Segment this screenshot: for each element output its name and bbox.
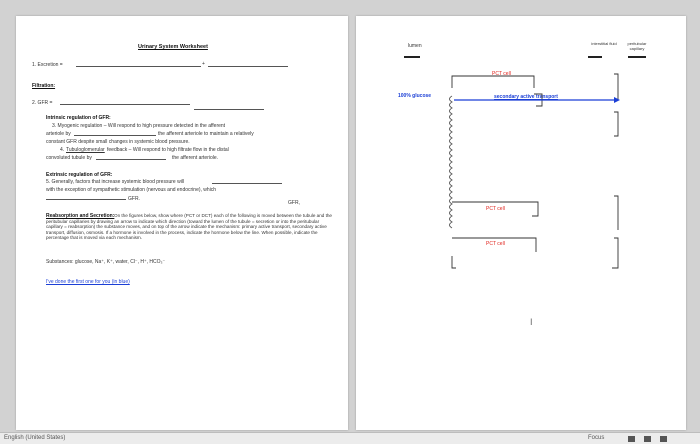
- interstitial-fluid-label: interstitial fluid: [591, 41, 617, 46]
- q1-blank-1[interactable]: [76, 66, 201, 67]
- pct-cell-label-2: PCT cell: [486, 206, 505, 212]
- q1-blank-2[interactable]: [208, 66, 288, 67]
- pct-cell-label-1: PCT cell: [492, 71, 511, 77]
- q1-plus: +: [202, 61, 205, 67]
- glucose-arrowhead: [614, 97, 620, 103]
- q2-gfr-label: 2. GFR =: [32, 100, 53, 106]
- filtration-heading: Filtration:: [32, 83, 56, 89]
- extrinsic-blank-1[interactable]: [212, 183, 282, 184]
- pct-cell-2-outline: [452, 202, 538, 216]
- web-layout-icon[interactable]: [660, 436, 667, 442]
- secondary-transport-label: secondary active transport: [494, 94, 558, 100]
- substances-list: Substances: glucose, Na⁺, K⁺, water, Cl⁻, H⁺, HCO₃⁻: [46, 259, 166, 265]
- peritubular-capillary-label: peritubular capillary: [627, 41, 647, 51]
- reabsorption-heading: Reabsorption and Secretion:: [46, 213, 115, 219]
- extrinsic-gfr-2: GFR.: [128, 196, 140, 202]
- top-arrow-marks: [404, 56, 646, 58]
- myogenic-blank[interactable]: [74, 135, 156, 136]
- q2-blank[interactable]: [60, 104, 190, 105]
- example-note: I've done the first one for you (in blue): [46, 279, 130, 285]
- capillary-wall-4: [612, 238, 618, 268]
- myogenic-line-2b: the afferent arteriole to maintain a relatively: [158, 131, 254, 137]
- tubulo-blank[interactable]: [96, 159, 166, 160]
- read-mode-icon[interactable]: [628, 436, 635, 442]
- tubulo-number: 4.: [60, 147, 65, 153]
- myogenic-line-2a: arteriole by: [46, 131, 71, 137]
- text-cursor-icon: I: [530, 317, 533, 327]
- tubulo-line-2b: the afferent arteriole.: [172, 155, 219, 161]
- extrinsic-blank-2[interactable]: [46, 199, 126, 200]
- status-bar: [0, 432, 700, 444]
- q1-excretion-label: 1. Excretion =: [32, 62, 63, 68]
- extrinsic-line-2: with the exception of sympathetic stimulation (nervous and endocrine), which: [46, 187, 217, 193]
- pct-cell-label-3: PCT cell: [486, 241, 505, 247]
- worksheet-title: Urinary System Worksheet: [138, 44, 208, 50]
- extrinsic-line-1: 5. Generally, factors that increase systemic blood pressure will: [46, 179, 185, 185]
- q2-blank-2[interactable]: [194, 109, 264, 110]
- pct-cell-3-outline: [452, 238, 536, 252]
- capillary-wall-1: [614, 74, 618, 100]
- capillary-wall-3: [614, 196, 618, 230]
- extrinsic-heading: Extrinsic regulation of GFR:: [46, 172, 113, 178]
- glucose-label: 100% glucose: [398, 93, 432, 99]
- lumen-label: lumen: [408, 43, 422, 49]
- focus-mode-button[interactable]: Focus: [588, 435, 605, 441]
- tubulo-line-2a: convoluted tubule by: [46, 155, 92, 161]
- intrinsic-heading: Intrinsic regulation of GFR:: [46, 115, 111, 121]
- language-indicator[interactable]: English (United States): [4, 435, 66, 441]
- brush-border-microvilli: [450, 96, 453, 228]
- tubulo-word: Tubuloglomerular: [66, 147, 105, 153]
- pct-cell-lower-left: [452, 256, 456, 268]
- myogenic-line-3: constant GFR despite small changes in systemic blood pressure.: [46, 139, 190, 145]
- extrinsic-gfr-1: GFR,: [288, 200, 300, 206]
- pct-cell-1-outline: [452, 76, 534, 88]
- reabsorption-instructions: On the figures below, show where (PCT or DCT) each of the following is moved between the tubule and the peritubular capillaries by drawing an arrow to indicate which direction (toward the lumen of the tubule = secretion or into the peritubular capillary = reabsorption) the substance moves, and on top of the arrow indicate the mechanism: primary active transport, secondary active transport, diffusion, osmosis. If a hormone is involved in the process, indicate the hormone below the line. When possible, indicate the percentage that is moved via each mechanism.: [46, 213, 332, 241]
- worksheet-page-2-diagram: [356, 16, 686, 430]
- diagram-drawing: [356, 16, 686, 430]
- worksheet-page-1: [16, 16, 348, 430]
- print-layout-icon[interactable]: [644, 436, 651, 442]
- myogenic-line-1: 3. Myogenic regulation – Will respond to high pressure detected in the afferent: [52, 123, 226, 129]
- tubulo-line-1: feedback – Will respond to high filtrate flow in the distal: [107, 147, 229, 153]
- capillary-wall-2: [614, 112, 618, 136]
